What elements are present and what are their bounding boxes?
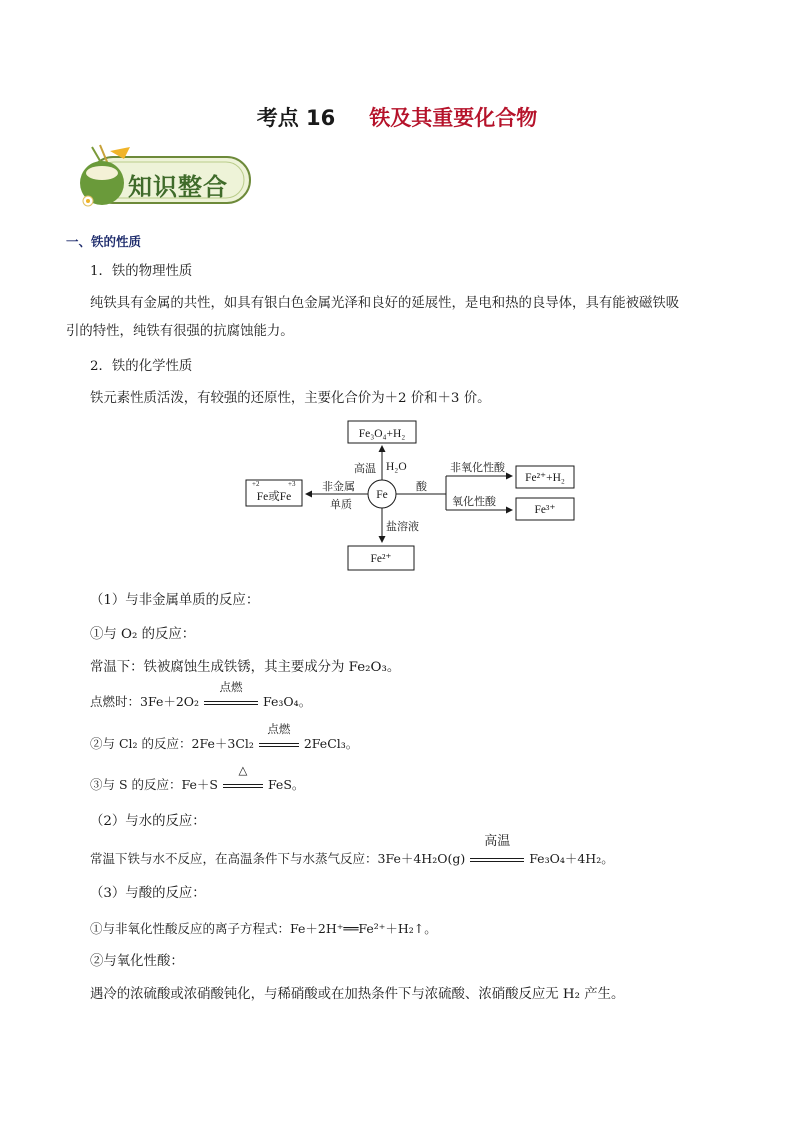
iron-reaction-diagram	[240, 418, 580, 574]
reaction-2	[90, 834, 614, 869]
topic-name: 铁及其重要化合物	[369, 106, 538, 130]
chemical-properties-line: 铁元素性质活泼，有较强的还原性，主要化合价为＋2 价和＋3 价。	[90, 391, 491, 406]
physical-properties-line-1: 纯铁具有金属的共性，如具有银白色金属光泽和良好的延展性，是电和热的良导体，具有能被磁铁吸	[90, 296, 680, 311]
reaction-1a-arrow	[203, 680, 259, 712]
top-reagent-label: H₂O	[386, 461, 407, 473]
top-condition-label: 高温	[354, 462, 376, 475]
reaction-1b-product: 2FeCl₃。	[303, 736, 359, 751]
oxidizing-acid-label: 氧化性酸	[452, 495, 496, 508]
reaction-1b-condition: 点燃	[267, 722, 291, 736]
reaction-3b-heading: ②与氧化性酸：	[90, 954, 184, 969]
right-bottom-text: Fe³⁺	[534, 504, 556, 516]
right-top-text: Fe²⁺+H₂	[525, 472, 565, 484]
nonoxidizing-acid-label: 非氧化性酸	[450, 461, 505, 474]
reaction-1a-normal: 常温下：铁被腐蚀生成铁锈，其主要成分为 Fe₂O₃。	[90, 660, 401, 675]
left-product-text: Fe或Fe	[256, 491, 292, 503]
section-heading-1: 一、铁的性质	[66, 234, 142, 249]
reaction-1a-ignite-product: Fe₃O₄。	[263, 694, 312, 709]
reaction-1-heading: （1）与非金属单质的反应：	[90, 593, 260, 608]
reaction-1a-heading: ①与 O₂ 的反应：	[90, 627, 196, 642]
topic-number: 考点 16	[256, 106, 336, 130]
top-product-text: Fe₃O₄+H₂	[358, 428, 406, 440]
bottom-product-text: Fe²⁺	[370, 553, 392, 565]
subsection-heading-2: 2．铁的化学性质	[90, 359, 193, 374]
reaction-1c-prefix: ③与 S 的反应：Fe＋S	[90, 777, 218, 792]
left-label-2: 单质	[330, 498, 352, 511]
reaction-1c-condition: △	[238, 763, 248, 777]
reaction-2-product: Fe₃O₄＋4H₂。	[529, 851, 614, 866]
subsection-heading-1: 1．铁的物理性质	[90, 264, 193, 279]
page-title	[0, 102, 794, 132]
reaction-3b-text: 遇冷的浓硫酸或浓硝酸钝化，与稀硝酸或在加热条件下与浓硫酸、浓硝酸反应无 H₂ 产生。	[90, 987, 625, 1002]
reaction-1c-arrow	[222, 763, 264, 795]
reaction-2-heading: （2）与水的反应：	[90, 814, 206, 829]
reaction-3a: ①与非氧化性酸反应的离子方程式：Fe＋2H⁺══Fe²⁺＋H₂↑。	[90, 921, 437, 936]
reaction-1b	[90, 722, 359, 754]
reaction-2-arrow	[469, 834, 525, 869]
right-acid-label: 酸	[416, 480, 427, 493]
left-box-sup-2: +3	[288, 480, 296, 488]
reaction-1a-condition: 点燃	[219, 680, 243, 694]
reaction-1b-prefix: ②与 Cl₂ 的反应：2Fe＋3Cl₂	[90, 736, 254, 751]
fe-center-text: Fe	[376, 489, 388, 501]
knowledge-badge	[72, 143, 254, 209]
badge-title: 知识整合	[128, 173, 228, 201]
reaction-2-condition: 高温	[484, 834, 511, 849]
reaction-1a-ignite	[90, 680, 312, 712]
left-box-sup-1: +2	[252, 480, 260, 488]
salt-solution-label: 盐溶液	[386, 520, 419, 533]
reaction-1b-arrow	[258, 722, 300, 754]
reaction-1c-product: FeS。	[267, 777, 305, 792]
reaction-3-heading: （3）与酸的反应：	[90, 886, 206, 901]
reaction-1a-ignite-prefix: 点燃时：3Fe＋2O₂	[90, 694, 200, 709]
left-label-1: 非金属	[322, 480, 355, 493]
physical-properties-line-2: 引的特性，纯铁有很强的抗腐蚀能力。	[66, 324, 294, 339]
reaction-1c	[90, 763, 305, 795]
reaction-2-prefix: 常温下铁与水不反应，在高温条件下与水蒸气反应：3Fe＋4H₂O(g)	[90, 851, 466, 866]
